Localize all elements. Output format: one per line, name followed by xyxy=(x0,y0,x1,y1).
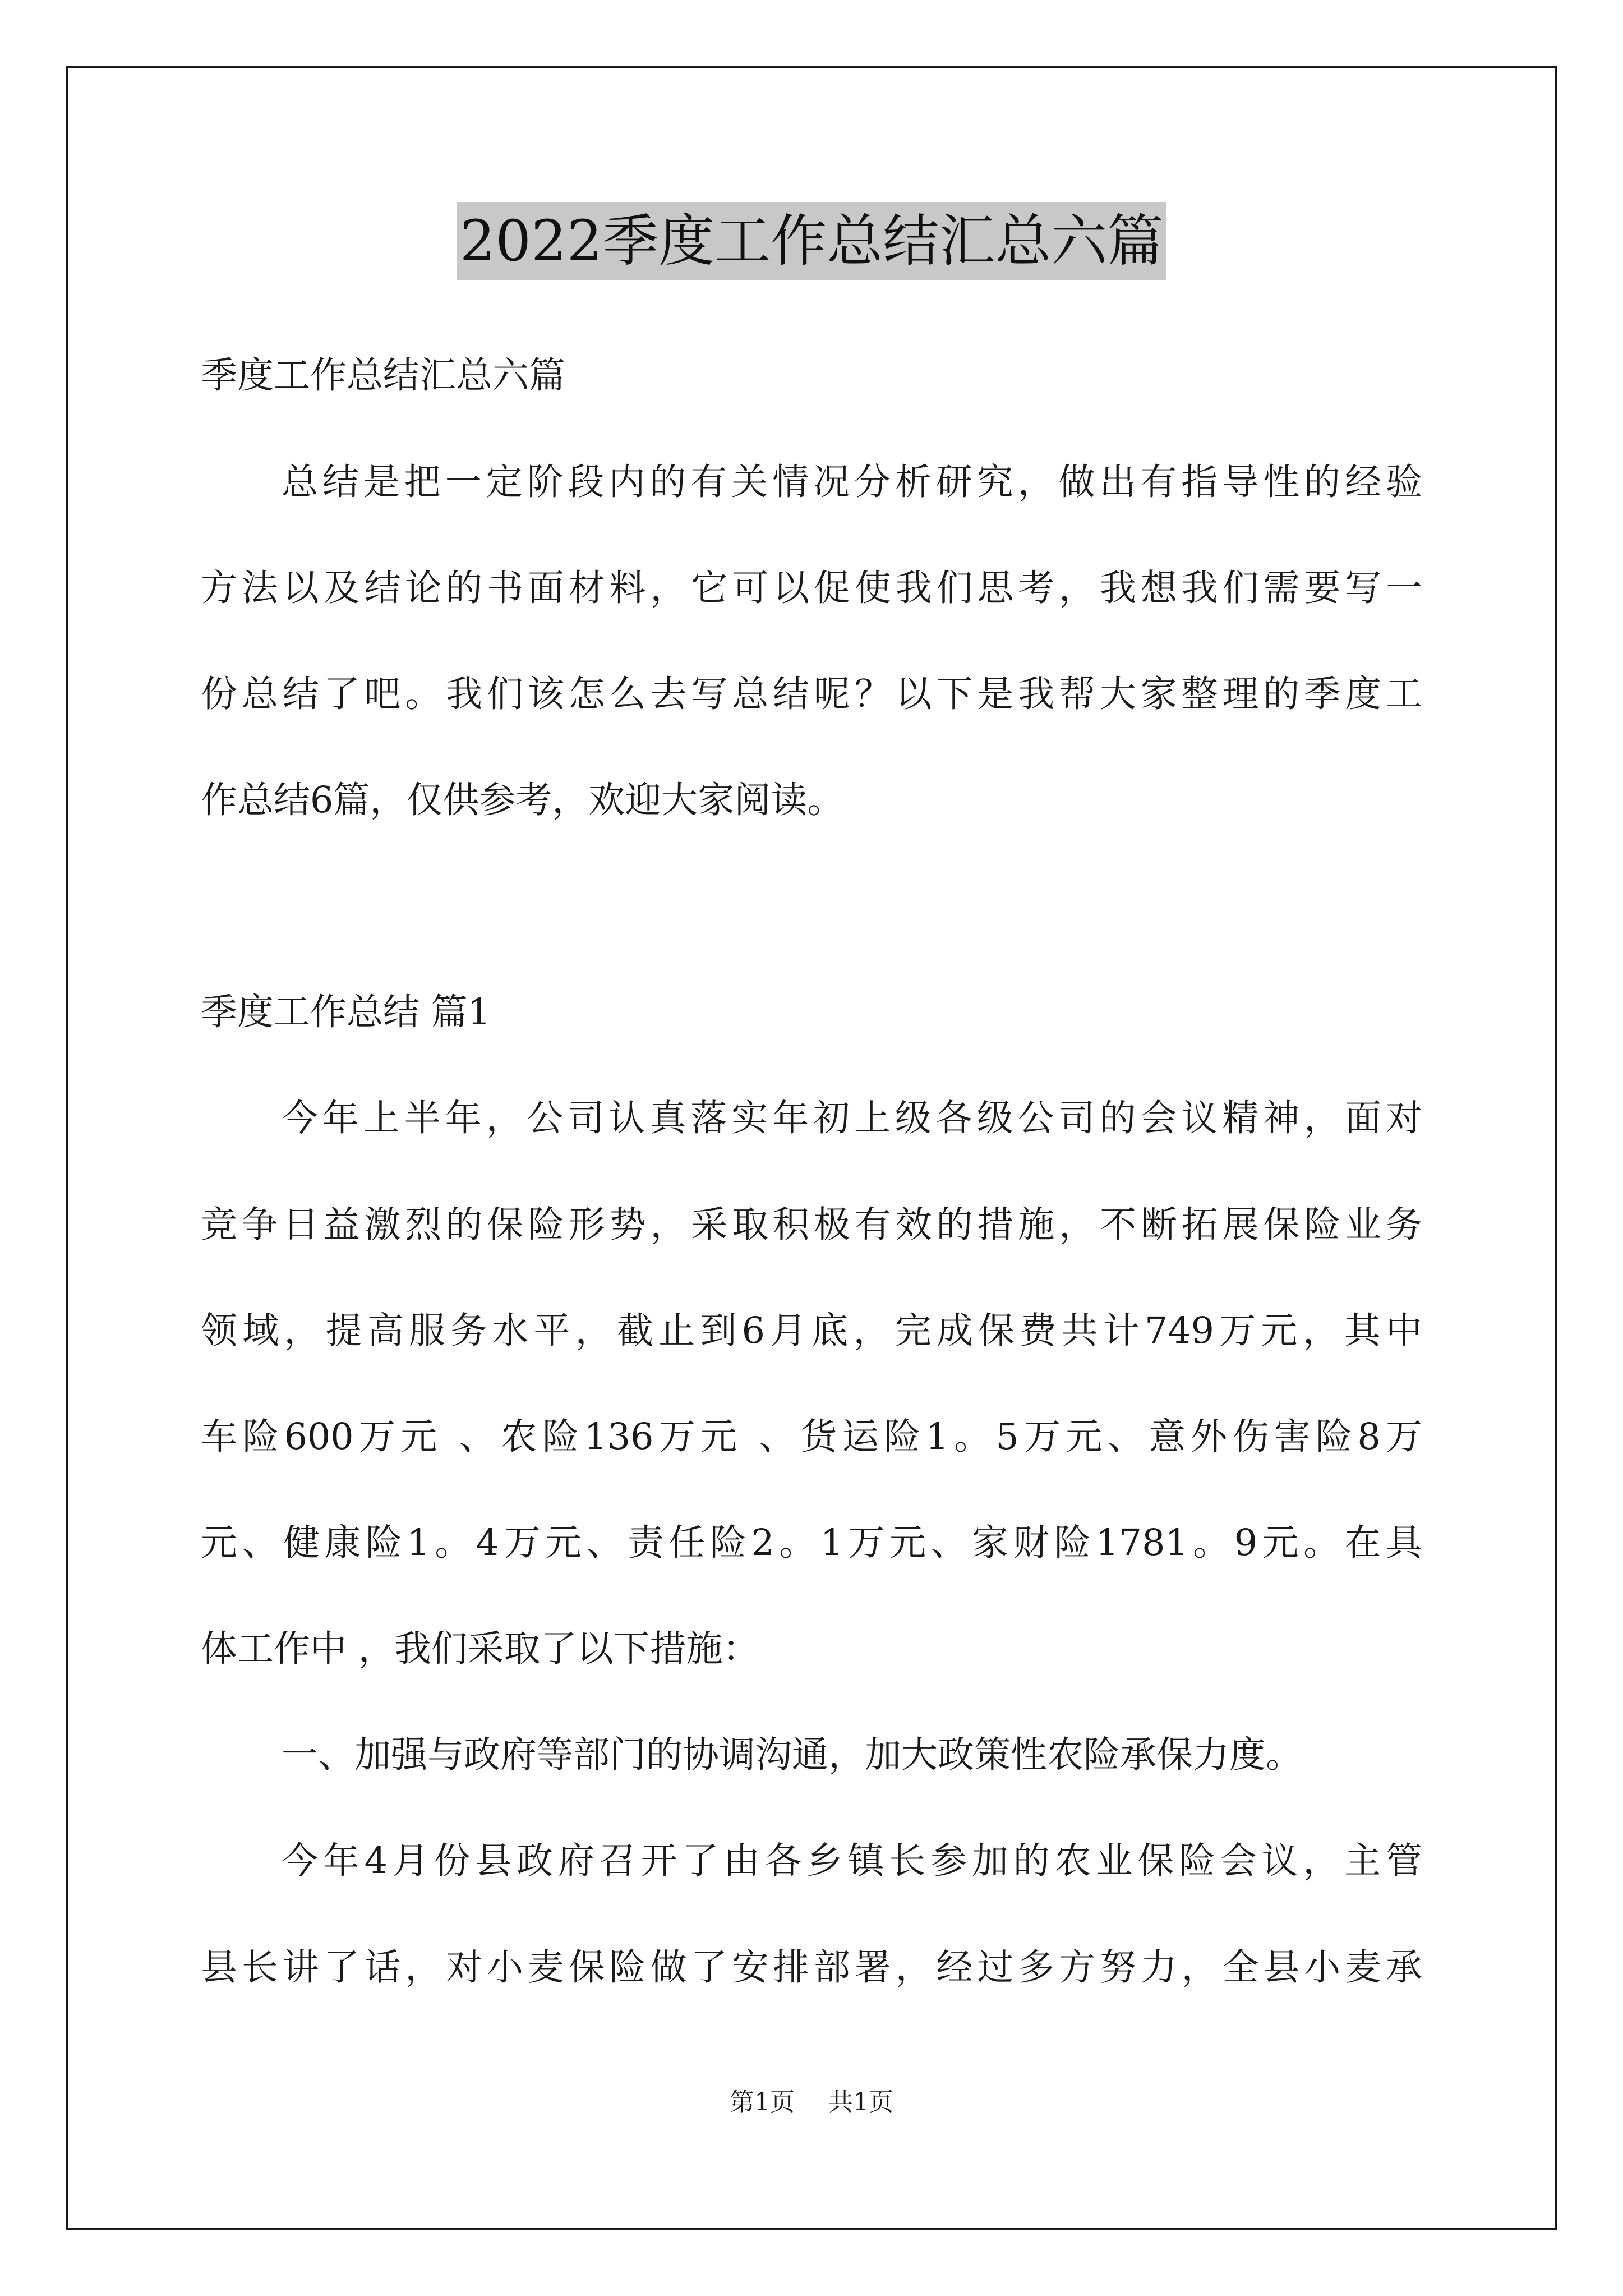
paragraph-line: 元、健康险1。4万元、责任险2。1万元、家财险1781。9元。在具 xyxy=(201,1522,1422,1564)
paragraph-line: 领域，提高服务水平，截止到6月底，完成保费共计749万元，其中 xyxy=(201,1310,1422,1352)
intro-line: 方法以及结论的书面材料，它可以促使我们思考，我想我们需要写一 xyxy=(201,567,1422,609)
paragraph-line: 竞争日益激烈的保险形势，采取积极有效的措施，不断拓展保险业务 xyxy=(201,1204,1422,1246)
paragraph-line: 车险600万元 、农险136万元 、货运险1。5万元、意外伤害险8万 xyxy=(201,1416,1422,1458)
list-item-one: 一、加强与政府等部门的协调沟通，加大政策性农险承保力度。 xyxy=(282,1734,1303,1776)
paragraph-line: 今年4月份县政府召开了由各乡镇长参加的农业保险会议，主管 xyxy=(282,1840,1422,1882)
section-heading: 季度工作总结 篇1 xyxy=(201,991,491,1033)
title-container xyxy=(0,202,1623,280)
paragraph-line: 县长讲了话，对小麦保险做了安排部署，经过多方努力，全县小麦承 xyxy=(201,1947,1422,1989)
document-title: 2022季度工作总结汇总六篇 xyxy=(457,202,1167,280)
paragraph-line: 今年上半年，公司认真落实年初上级各级公司的会议精神，面对 xyxy=(282,1097,1422,1139)
paragraph-line: 体工作中 ，我们采取了以下措施： xyxy=(201,1628,759,1670)
page-footer xyxy=(0,2086,1623,2119)
intro-line: 总结是把一定阶段内的有关情况分析研究，做出有指导性的经验 xyxy=(282,461,1422,503)
intro-line: 份总结了吧。我们该怎么去写总结呢？以下是我帮大家整理的季度工 xyxy=(201,673,1422,715)
intro-line: 作总结6篇，仅供参考，欢迎大家阅读。 xyxy=(201,779,844,821)
document-subtitle: 季度工作总结汇总六篇 xyxy=(201,355,566,397)
page-total: 共1页 xyxy=(828,2088,893,2116)
page-number: 第1页 xyxy=(730,2088,795,2116)
